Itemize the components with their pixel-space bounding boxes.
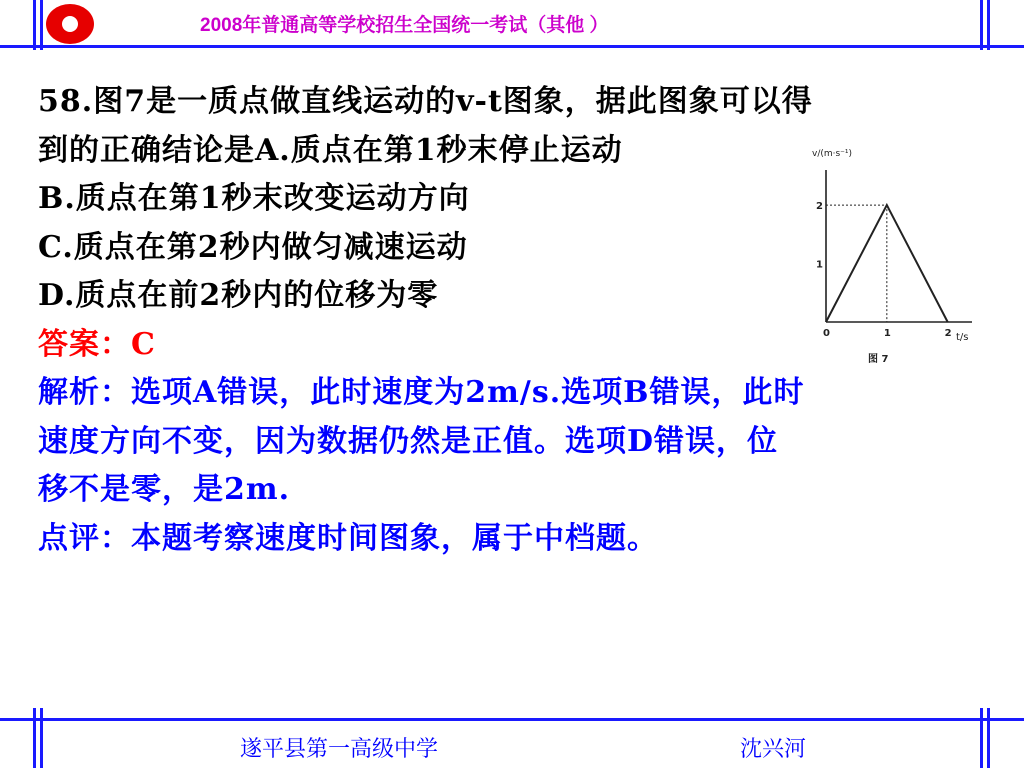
page-header-title: 2008年普通高等学校招生全国统一考试（其他 ） bbox=[200, 15, 609, 36]
logo-inner-dot bbox=[62, 16, 78, 32]
question-line: 到的正确结论是A.质点在第1秒末停止运动 bbox=[38, 132, 623, 168]
option-b: B.质点在第1秒末改变运动方向 bbox=[38, 181, 470, 216]
footer-author: 沈兴河 bbox=[740, 737, 807, 762]
answer-text: 答案：C bbox=[38, 326, 156, 362]
comment-line: 点评：本题考察速度时间图象，属于中档题。 bbox=[38, 520, 658, 556]
frame-right-line-2 bbox=[987, 0, 990, 50]
footer-school: 遂平县第一高级中学 bbox=[240, 737, 439, 762]
frame-top-rule bbox=[0, 45, 1024, 48]
x-tick-label: 1 bbox=[883, 328, 891, 339]
explanation-line: 速度方向不变，因为数据仍然是正值。选项D错误，位 bbox=[38, 423, 779, 459]
question-line: 58.图7是一质点做直线运动的v-t图象，据此图象可以得 bbox=[38, 84, 813, 119]
vt-graph bbox=[798, 136, 984, 368]
x-tick-label: 2 bbox=[944, 328, 952, 339]
x-tick-label: 0 bbox=[823, 328, 830, 339]
graph-ylabel: v/(m·s⁻¹) bbox=[812, 149, 853, 159]
graph-caption: 图 7 bbox=[868, 354, 889, 365]
frame-bottom-rule bbox=[0, 718, 1024, 721]
explanation-line: 解析：选项A错误，此时速度为2m/s.选项B错误，此时 bbox=[38, 375, 805, 410]
logo-icon bbox=[46, 4, 94, 44]
frame-left-line-2 bbox=[40, 0, 43, 50]
y-tick-label: 1 bbox=[816, 259, 823, 271]
explanation-line: 移不是零，是2m. bbox=[38, 472, 291, 507]
frame-right-line-1 bbox=[980, 0, 983, 50]
graph-ticks bbox=[816, 201, 952, 339]
frame-bottom-left-line-2 bbox=[40, 708, 43, 768]
graph-axes bbox=[826, 170, 972, 322]
frame-bottom-left-line-1 bbox=[33, 708, 36, 768]
y-tick-label: 2 bbox=[816, 201, 823, 213]
frame-bottom-right-line-2 bbox=[987, 708, 990, 768]
graph-xlabel: t/s bbox=[956, 332, 969, 343]
option-c: C.质点在第2秒内做匀减速运动 bbox=[38, 229, 468, 265]
frame-bottom-right-line-1 bbox=[980, 708, 983, 768]
frame-left-line-1 bbox=[33, 0, 36, 50]
option-d: D.质点在前2秒内的位移为零 bbox=[38, 278, 439, 313]
